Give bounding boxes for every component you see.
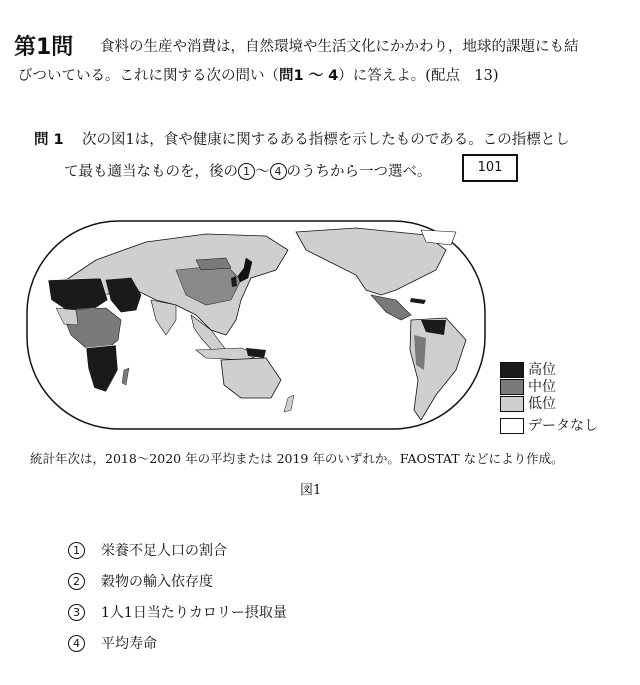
option-4-text: 平均寿命 [101, 636, 157, 652]
world-map [26, 220, 486, 430]
intro-text-a: びついている。これに関する次の問い（ [18, 68, 279, 84]
option-2[interactable] [68, 571, 213, 591]
sub-question-line1: 次の図1は，食や健康に関するある指標を示したものである。この指標とし [82, 132, 570, 148]
answer-number-box[interactable]: 101 [462, 154, 518, 182]
source-note: 統計年次は，2018～2020 年の平均または 2019 年のいずれか。FAOSTAT などにより作成。 [30, 451, 564, 466]
legend-high-label: 高位 [528, 362, 556, 378]
option-4-number: 4 [68, 635, 85, 652]
question-heading: 第1問 [14, 35, 74, 60]
sub-text-b: のうちから一つ選べ。 [286, 164, 432, 180]
legend-mid-label: 中位 [528, 379, 556, 395]
option-2-number: 2 [68, 573, 85, 590]
sub-question-line2 [64, 160, 432, 181]
legend-high-swatch [500, 362, 524, 378]
option-3-text: 1人1日当たりカロリー摂取量 [101, 605, 287, 621]
option-1-number: 1 [68, 542, 85, 559]
option-1[interactable] [68, 540, 227, 560]
option-2-text: 穀物の輸入依存度 [101, 574, 213, 590]
sub-question-label: 問 1 [34, 132, 64, 148]
circled-number-1: 1 [238, 163, 255, 180]
sub-text-a: て最も適当なものを，後の [64, 164, 238, 180]
korea [231, 276, 237, 287]
option-1-text: 栄養不足人口の割合 [101, 543, 227, 559]
intro-text-b: ）に答えよ。(配点 13) [338, 68, 499, 84]
circled-number-4: 4 [270, 163, 287, 180]
legend-nodata-swatch [500, 418, 524, 434]
legend-mid-swatch [500, 379, 524, 395]
intro-question-range: 問1 ～ 4 [279, 68, 339, 84]
legend-low-swatch [500, 396, 524, 412]
question-intro-line1: 食料の生産や消費は，自然環境や生活文化にかかわり，地球的課題にも結 [100, 39, 579, 55]
option-3[interactable] [68, 602, 287, 622]
figure-caption: 図1 [300, 483, 322, 498]
option-4[interactable] [68, 633, 157, 653]
legend-nodata-label: データなし [528, 418, 598, 434]
legend-low-label: 低位 [528, 396, 556, 412]
tilde: ～ [255, 164, 270, 180]
mongolia-region [196, 258, 231, 270]
question-intro-line2 [18, 64, 499, 85]
option-3-number: 3 [68, 604, 85, 621]
